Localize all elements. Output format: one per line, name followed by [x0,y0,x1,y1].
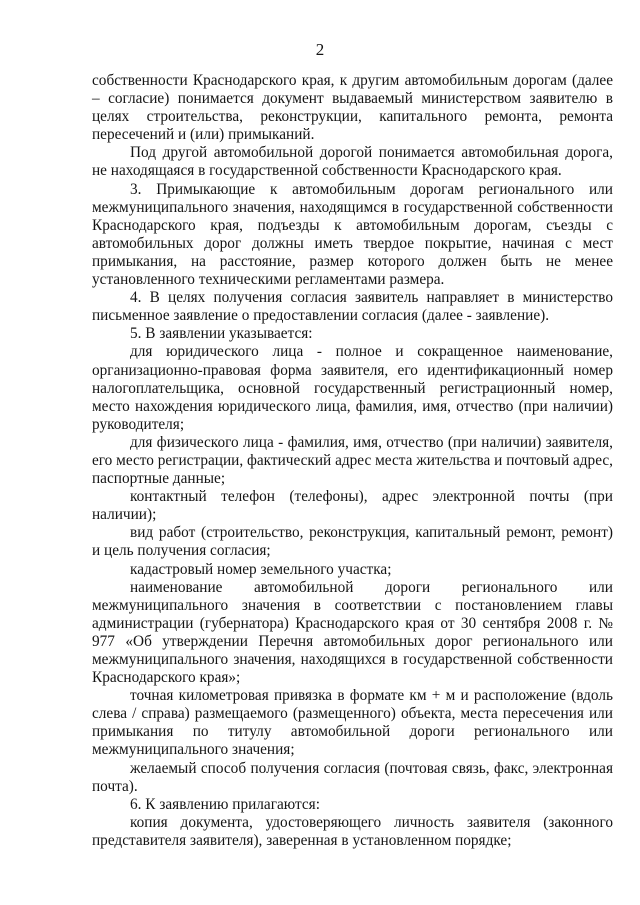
paragraph: копия документа, удостоверяющего личность заявителя (законного представителя заявителя), заверенная в установленном порядке; [92,813,613,849]
paragraph: желаемый способ получения согласия (почтовая связь, факс, электронная почта). [92,759,613,795]
paragraph: точная километровая привязка в формате км + м и расположение (вдоль слева / справа) размещаемого (размещенного) объекта, места пересечения или примыкания по титулу автомобильной дороги регионального или межмуниципального значения; [92,687,613,759]
paragraph: собственности Краснодарского края, к другим автомобильным дорогам (далее – согласие) понимается документ выдаваемый министерством заявителю в целях строительства, реконструкции, капитального ремонта, ремонта пересечений и (или) примыканий. [92,72,613,144]
paragraph: 5. В заявлении указывается: [130,325,313,343]
paragraph: наименование автомобильной дороги регионального или межмуниципального значения в соответствии с постановлением главы администрации (губернатора) Краснодарского края от 30 сентября 2008 г. № 977 «Об утверждении Перечня автомобильных дорог регионального или межмуниципального значения, находящихся в государственной собственности Краснодарского края»; [92,578,613,687]
paragraph: Под другой автомобильной дорогой понимается автомобильная дорога, не находящаяся в государственной собственности Краснодарского края. [92,144,613,180]
paragraph: 6. К заявлению прилагаются: [130,795,320,813]
page-number: 2 [315,40,325,59]
paragraph: 3. Примыкающие к автомобильным дорогам регионального или межмуниципального значения, находящимся в государственной собственности Краснодарского края, подъезды к автомобильным дорогам, съезды с автомобильных дорог должны иметь твердое покрытие, начиная с мест примыкания, на расстояние, размер которого должен быть не менее установленного техническими регламентами размера. [92,180,613,289]
paragraph: контактный телефон (телефоны), адрес электронной почты (при наличии); [92,488,613,524]
paragraph: для юридического лица - полное и сокращенное наименование, организационно-правовая форма заявителя, его идентификационный номер налогоплательщика, основной государственный регистрационный номер, место нахождения юридического лица, фамилия, имя, отчество (при наличии) руководителя; [92,343,613,433]
paragraph: для физического лица - фамилия, имя, отчество (при наличии) заявителя, его место регистрации, фактический адрес места жительства и почтовый адрес, паспортные данные; [92,433,613,488]
paragraph: вид работ (строительство, реконструкция, капитальный ремонт, ремонт) и цель получения согласия; [92,524,613,560]
paragraph: 4. В целях получения согласия заявитель направляет в министерство письменное заявление о предоставлении согласия (далее - заявление). [92,289,613,325]
document-body [92,72,613,850]
paragraph: кадастровый номер земельного участка; [130,560,392,578]
